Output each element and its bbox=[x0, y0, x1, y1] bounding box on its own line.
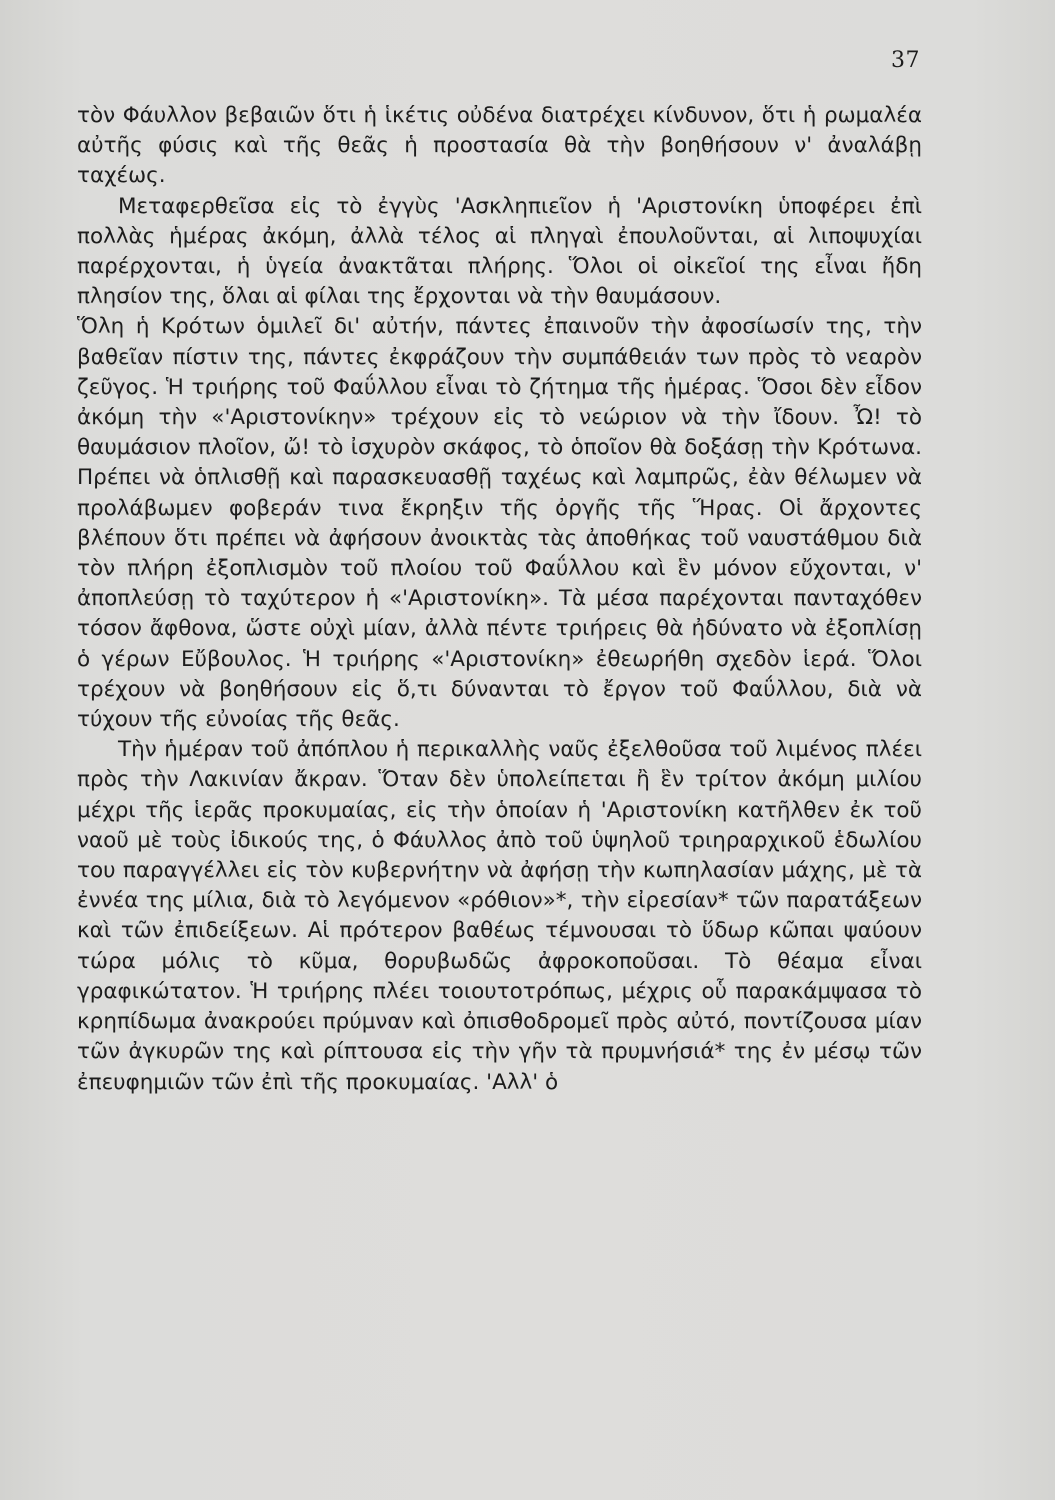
page-number: 37 bbox=[891, 48, 920, 73]
paragraph-departure: Τὴν ἡμέραν τοῦ ἀπόπλου ἡ περικαλλὴς ναῦς ἐξελθοῦσα τοῦ λιμένος πλέει πρὸς τὴν Λακινίαν ἄκραν. Ὅταν δὲν ὑπολείπεται ἢ ἓν τρίτον ἀκόμη μιλίου μέχρι τῆς ἱερᾶς προκυμαίας, εἰς τὴν ὁποίαν ἡ 'Αριστονίκη κατῆλθεν ἐκ τοῦ ναοῦ μὲ τοὺς ἰδικούς της, ὁ Φάυλλος ἀπὸ τοῦ ὑψηλοῦ τριηραρχικοῦ ἑδωλίου του παραγγέλλει εἰς τὸν κυβερνήτην νὰ ἀφήσῃ τὴν κωπηλασίαν μάχης, μὲ τὰ ἐννέα της μίλια, διὰ τὸ λεγόμενον «ρόθιον»*, τὴν εἰρεσίαν* τῶν παρατάξεων καὶ τῶν ἐπιδείξεων. Αἱ πρότερον βαθέως τέμνουσαι τὸ ὕδωρ κῶπαι ψαύουν τώρα μόλις τὸ κῦμα, θορυβωδῶς ἀφροκοποῦσαι. Τὸ θέαμα εἶναι γραφικώτατον. Ἡ τριήρης πλέει τοιουτοτρόπως, μέχρις οὗ παρακάμψασα τὸ κρηπίδωμα ἀνακρούει πρύμναν καὶ ὀπισθοδρομεῖ πρὸς αὐτό, ποντίζουσα μίαν τῶν ἀγκυρῶν της καὶ ρίπτουσα εἰς τὴν γῆν τὰ πρυμνήσιά* της ἐν μέσῳ τῶν ἐπευφημιῶν τῶν ἐπὶ τῆς προκυμαίας. 'Αλλ' ὁ bbox=[77, 737, 922, 1095]
body-text bbox=[77, 101, 922, 1098]
paragraph-kroton: Ὅλη ἡ Κρότων ὁμιλεῖ δι' αὐτήν, πάντες ἐπαινοῦν τὴν ἀφοσίωσίν της, τὴν βαθεῖαν πίστιν της, πάντες ἐκφράζουν τὴν συμπάθειάν των πρὸς τὸ νεαρὸν ζεῦγος. Ἡ τριήρης τοῦ Φαΰλλου εἶναι τὸ ζήτημα τῆς ἡμέρας. Ὅσοι δὲν εἶδον ἀκόμη τὴν «'Αριστονίκην» τρέχουν εἰς τὸ νεώριον νὰ τὴν ἴδουν. Ὦ! τὸ θαυμάσιον πλοῖον, ὤ! τὸ ἰσχυρὸν σκάφος, τὸ ὁποῖον θὰ δοξάσῃ τὴν Κρότωνα. Πρέπει νὰ ὁπλισθῇ καὶ παρασκευασθῇ ταχέως καὶ λαμπρῶς, ἐὰν θέλωμεν νὰ προλάβωμεν φοβεράν τινα ἔκρηξιν τῆς ὀργῆς τῆς Ἥρας. Οἱ ἄρχοντες βλέπουν ὅτι πρέπει νὰ ἀφήσουν ἀνοικτὰς τὰς ἀποθήκας τοῦ ναυστάθμου διὰ τὸν πλήρη ἐξοπλισμὸν τοῦ πλοίου τοῦ Φαΰλλου καὶ ἓν μόνον εὔχονται, ν' ἀποπλεύσῃ τὸ ταχύτερον ἡ «'Αριστονίκη». Τὰ μέσα παρέχονται πανταχόθεν τόσον ἄφθονα, ὥστε οὐχὶ μίαν, ἀλλὰ πέντε τριήρεις θὰ ἠδύνατο νὰ ἐξοπλίσῃ ὁ γέρων Εὔβουλος. Ἡ τριήρης «'Αριστονίκη» ἐθεωρήθη σχεδὸν ἱερά. Ὅλοι τρέχουν νὰ βοηθήσουν εἰς ὅ,τι δύνανται τὸ ἔργον τοῦ Φαΰλλου, διὰ νὰ τύχουν τῆς εὐνοίας τῆς θεᾶς. bbox=[77, 314, 922, 733]
paragraph-asklepieion: Μεταφερθεῖσα εἰς τὸ ἐγγὺς 'Ασκληπιεῖον ἡ 'Αριστονίκη ὑποφέρει ἐπὶ πολλὰς ἡμέρας ἀκόμη, ἀλλὰ τέλος αἱ πληγαὶ ἐπουλοῦνται, αἱ λιποψυχίαι παρέρχονται, ἡ ὑγεία ἀνακτᾶται πλήρης. Ὅλοι οἱ οἰκεῖοί της εἶναι ἤδη πλησίον της, ὅλαι αἱ φίλαι της ἔρχονται νὰ τὴν θαυμάσουν. bbox=[77, 193, 922, 310]
paragraph-continued: τὸν Φάυλλον βεβαιῶν ὅτι ἡ ἱκέτις οὐδένα διατρέχει κίνδυνον, ὅτι ἡ ρωμαλέα αὐτῆς φύσις καὶ τῆς θεᾶς ἡ προστασία θὰ τὴν βοηθήσουν ν' ἀναλάβῃ ταχέως. bbox=[77, 103, 922, 189]
